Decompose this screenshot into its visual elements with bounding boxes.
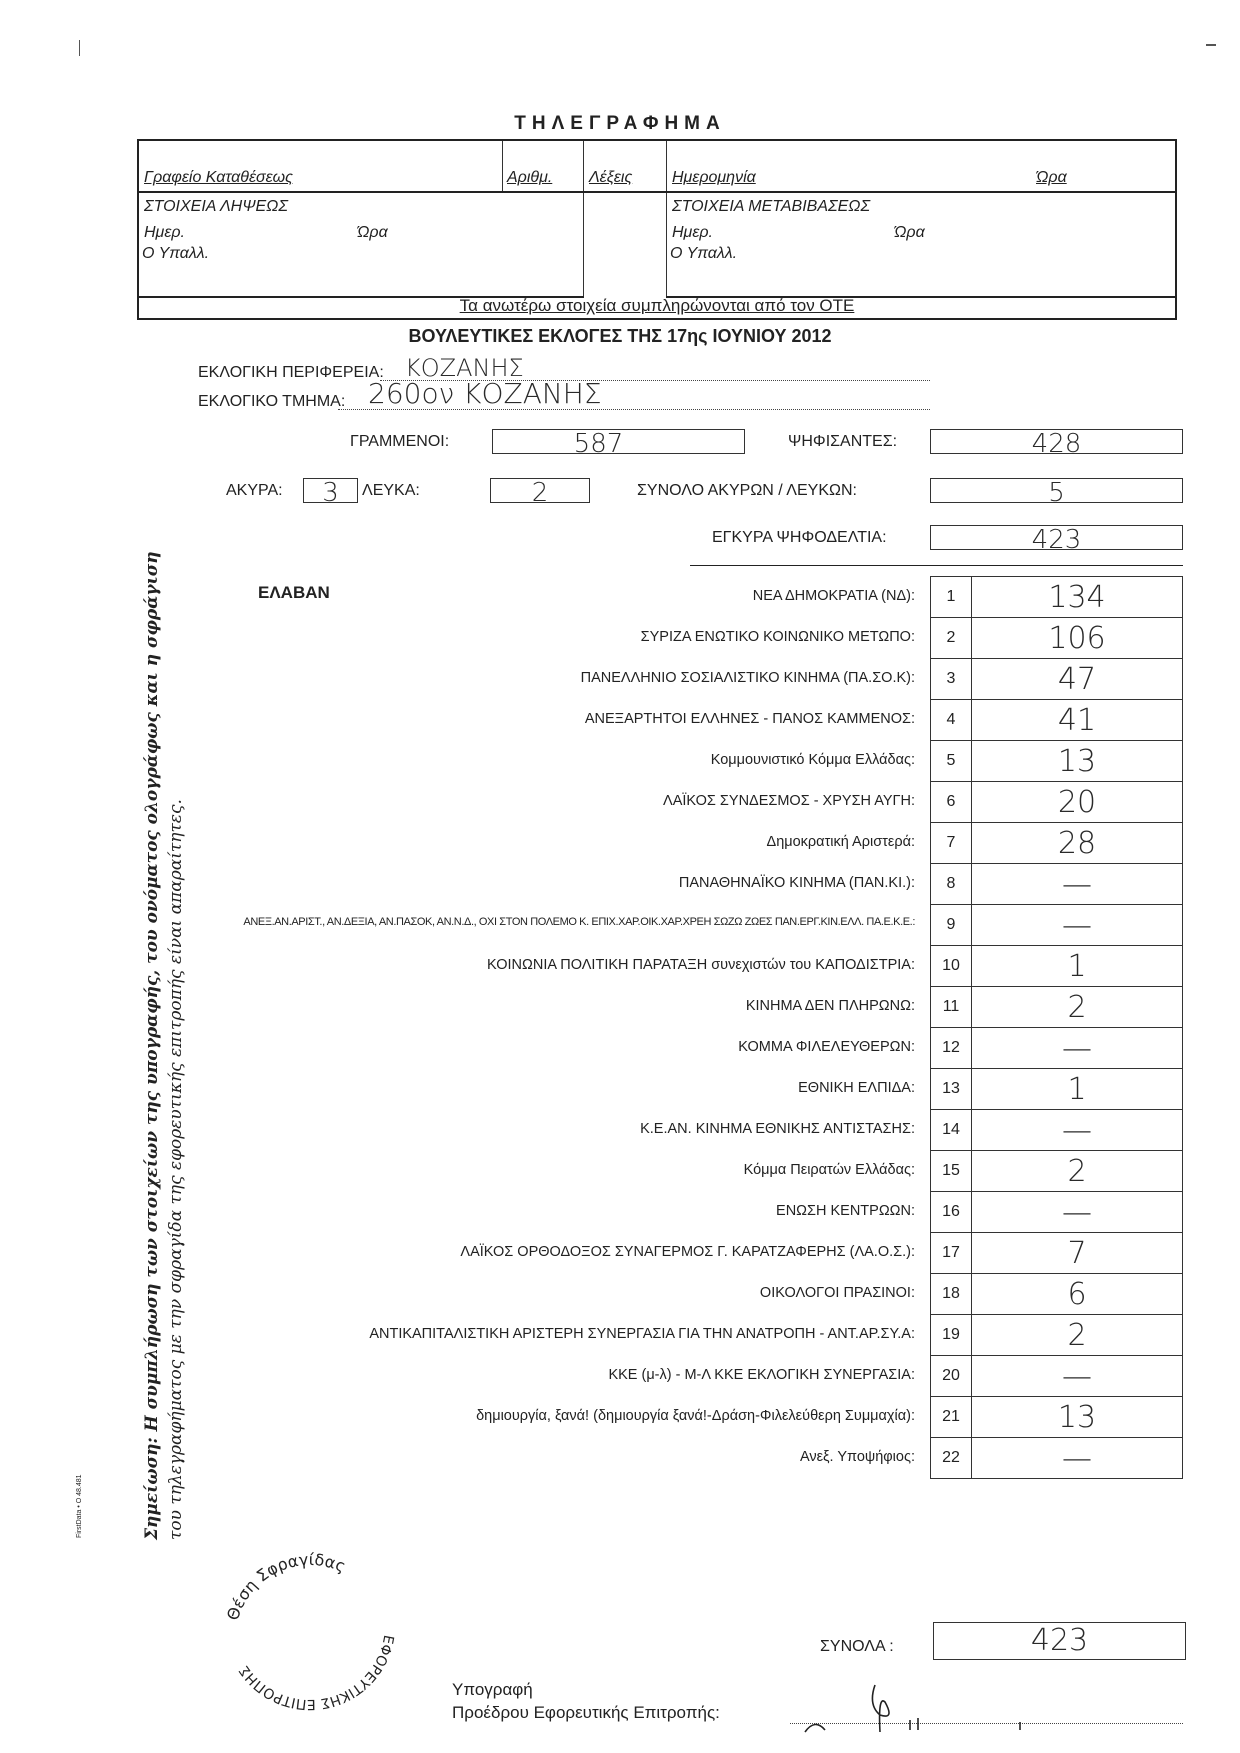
party-number: 14 [931,1110,972,1151]
party-number: 1 [931,577,972,618]
party-name: ΚΟΙΝΩΝΙΑ ΠΟΛΙΤΙΚΗ ΠΑΡΑΤΑΞΗ συνεχιστών του ΚΑΠΟΔΙΣΤΡΙΑ: [487,957,915,973]
seal-bottom-text: ΕΦΟΡΕΥΤΙΚΗΣ ΕΠΙΤΡΟΠΗΣ [236,1633,397,1713]
result-row [931,1151,1183,1192]
result-row [931,1110,1183,1151]
words-label: Λέξεις [589,169,633,186]
party-votes[interactable]: — [972,1110,1183,1151]
party-votes[interactable]: 1 [972,1069,1183,1110]
valid-value: 423 [1031,525,1082,555]
party-name: ΛΑΪΚΟΣ ΟΡΘΟΔΟΞΟΣ ΣΥΝΑΓΕΡΜΟΣ Γ. ΚΑΡΑΤΖΑΦΕΡΗΣ (ΛΑ.Ο.Σ.): [460,1244,915,1260]
party-name: Δημοκρατική Αριστερά: [766,834,915,850]
result-row [931,1397,1183,1438]
seal-top-text: Θέση Σφραγίδας [222,1549,349,1623]
ote-note-text: Τα ανωτέρω στοιχεία συμπληρώνονται από τον ΟΤΕ [459,296,855,315]
document-title: ΤΗΛΕΓΡΑΦΗΜΑ [514,113,726,134]
party-votes[interactable]: 41 [972,700,1183,741]
scan-mark [79,40,80,56]
result-row [931,987,1183,1028]
result-row [931,1356,1183,1397]
party-number: 11 [931,987,972,1028]
party-name: ΑΝΕΞΑΡΤΗΤΟΙ ΕΛΛΗΝΕΣ - ΠΑΝΟΣ ΚΑΜΜΕΝΟΣ: [584,711,915,727]
party-number: 15 [931,1151,972,1192]
party-votes[interactable]: 13 [972,741,1183,782]
transmit-date-label: Ημερ. [672,224,713,241]
invalid-field[interactable] [303,478,358,508]
results-heading: ΕΛΑΒΑΝ [258,583,330,602]
transmit-time-label: Ώρα [894,224,925,241]
party-number: 5 [931,741,972,782]
party-votes[interactable]: 2 [972,987,1183,1028]
result-row [931,741,1183,782]
separator-line [690,565,1183,566]
signature-sublabel: Προέδρου Εφορευτικής Επιτροπής: [452,1703,720,1722]
party-votes[interactable]: 6 [972,1274,1183,1315]
result-row [931,782,1183,823]
invalid-label: ΑΚΥΡΑ: [226,482,283,499]
valid-label: ΕΓΚΥΡΑ ΨΗΦΟΔΕΛΤΙΑ: [712,529,887,546]
date-label: Ημερομηνία [672,169,756,186]
party-name: ΝΕΑ ΔΗΜΟΚΡΑΤΙΑ (ΝΔ): [752,588,915,604]
party-votes[interactable]: 106 [972,618,1183,659]
region-label: ΕΚΛΟΓΙΚΗ ΠΕΡΙΦΕΡΕΙΑ: [198,364,384,381]
party-name: ΟΙΚΟΛΟΓΟΙ ΠΡΑΣΙΝΟΙ: [759,1285,915,1301]
election-title: ΒΟΥΛΕΥΤΙΚΕΣ ΕΚΛΟΓΕΣ ΤΗΣ 17ης ΙΟΥΝΙΟΥ 2012 [408,326,832,346]
registered-label: ΓΡΑΜΜΕΝΟΙ: [350,433,450,450]
divider [139,191,1175,193]
result-row [931,946,1183,987]
receipt-date-label: Ημερ. [144,224,185,241]
voted-field[interactable] [930,429,1183,459]
result-row [931,1192,1183,1233]
divider [666,141,667,298]
result-row [931,577,1183,618]
party-name: ΕΝΩΣΗ ΚΕΝΤΡΩΩΝ: [776,1203,915,1219]
blank-field[interactable] [490,478,590,508]
party-name: Κ.Ε.ΑΝ. ΚΙΝΗΜΑ ΕΘΝΙΚΗΣ ΑΝΤΙΣΤΑΣΗΣ: [640,1121,915,1137]
telegram-header-box [137,139,1177,320]
party-name: ΚΚΕ (μ-λ) - Μ-Λ ΚΚΕ ΕΚΛΟΓΙΚΗ ΣΥΝΕΡΓΑΣΙΑ: [608,1367,915,1383]
result-row [931,823,1183,864]
party-votes[interactable]: 2 [972,1151,1183,1192]
party-votes[interactable]: 134 [972,577,1183,618]
office-label: Γραφείο Καταθέσεως [144,169,293,186]
party-votes[interactable]: 7 [972,1233,1183,1274]
party-name: ΛΑΪΚΟΣ ΣΥΝΔΕΣΜΟΣ - ΧΡΥΣΗ ΑΥΓΗ: [663,793,915,809]
totals-label: ΣΥΝΟΛΑ : [820,1638,894,1655]
divider [502,141,503,193]
number-label: Αριθμ. [507,169,553,186]
party-name: Κόμμα Πειρατών Ελλάδας: [743,1162,915,1178]
result-row [931,618,1183,659]
party-name: Κομμουνιστικό Κόμμα Ελλάδας: [710,752,915,768]
receipt-time-label: Ώρα [357,224,388,241]
party-number: 17 [931,1233,972,1274]
party-votes[interactable]: 47 [972,659,1183,700]
divider [583,141,584,298]
totals-value: 423 [1030,1623,1089,1658]
invalid-blank-total-value: 5 [1048,478,1065,508]
party-number: 22 [931,1438,972,1479]
party-name: ΚΙΝΗΜΑ ΔΕΝ ΠΛΗΡΩΝΩ: [745,998,915,1014]
receipt-title: ΣΤΟΙΧΕΙΑ ΛΗΨΕΩΣ [144,198,288,215]
blank-label: ΛΕΥΚΑ: [362,482,420,499]
side-note-line1: Σημείωση: Η συμπλήρωση των στοιχείων της υπογραφής, του ονόματος ολογράφως και η σφράγιση [142,551,162,1540]
party-number: 3 [931,659,972,700]
party-name: ΑΝΤΙΚΑΠΙΤΑΛΙΣΤΙΚΗ ΑΡΙΣΤΕΡΗ ΣΥΝΕΡΓΑΣΙΑ ΓΙΑ ΤΗΝ ΑΝΑΤΡΟΠΗ - ΑΝΤ.ΑΡ.ΣΥ.Α: [369,1326,915,1342]
party-votes[interactable]: — [972,1028,1183,1069]
time-label: Ώρα [1036,169,1067,186]
party-number: 6 [931,782,972,823]
party-votes[interactable]: 13 [972,1397,1183,1438]
party-name: ΕΘΝΙΚΗ ΕΛΠΙΔΑ: [798,1080,915,1096]
result-row [931,864,1183,905]
party-number: 13 [931,1069,972,1110]
section-field[interactable] [338,377,930,410]
scan-mark [1206,44,1216,46]
invalid-blank-total-field[interactable] [930,478,1183,508]
party-votes[interactable]: 28 [972,823,1183,864]
receipt-clerk-label: Ο Υπαλλ. [142,245,210,262]
party-number: 4 [931,700,972,741]
invalid-value: 3 [322,478,339,508]
invalid-blank-total-label: ΣΥΝΟΛΟ ΑΚΥΡΩΝ / ΛΕΥΚΩΝ: [637,482,857,499]
registered-field[interactable] [492,429,745,459]
side-note-line2: του τηλεγραφήματος με την σφραγίδα της εφορευτικής επιτροπής είναι απαραίτητες. [166,799,186,1540]
party-name: ΠΑΝΑΘΗΝΑΪΚΟ ΚΙΝΗΜΑ (ΠΑΝ.ΚΙ.): [678,875,915,891]
party-name: Ανεξ. Υποψήφιος: [799,1449,915,1465]
party-name: ΣΥΡΙΖΑ ΕΝΩΤΙΚΟ ΚΟΙΝΩΝΙΚΟ ΜΕΤΩΠΟ: [640,629,915,645]
party-votes[interactable]: — [972,1438,1183,1479]
totals-field[interactable] [933,1622,1186,1660]
result-row [931,1274,1183,1315]
signature-scribble [800,1680,1100,1735]
valid-field[interactable] [930,525,1183,555]
registered-value: 587 [573,429,624,459]
result-row [931,659,1183,700]
seal-placeholder [205,1530,415,1740]
section-label: ΕΚΛΟΓΙΚΟ ΤΜΗΜΑ: [198,393,346,410]
party-number: 12 [931,1028,972,1069]
party-number: 2 [931,618,972,659]
party-name: ΑΝΕΞ.ΑΝ.ΑΡΙΣΤ., ΑΝ.ΔΕΞΙΑ, ΑΝ.ΠΑΣΟΚ, ΑΝ.Ν.Δ., ΟΧΙ ΣΤΟΝ ΠΟΛΕΜΟ Κ. ΕΠΙΧ.ΧΑΡ.ΟΙΚ.ΧΑΡ.ΧΡΕΗ ΣΩΖΩ ΖΩΕΣ ΠΑΝ.ΕΡΓ.ΚΙΝ.ΕΛΛ. ΠΑ.Ε.Κ.Ε.: [243,916,915,928]
party-votes[interactable]: 2 [972,1315,1183,1356]
signature-label: Υπογραφή [452,1680,533,1699]
voted-value: 428 [1031,429,1082,459]
party-number: 8 [931,864,972,905]
result-row [931,1233,1183,1274]
result-row [931,1315,1183,1356]
party-number: 16 [931,1192,972,1233]
result-row [931,1069,1183,1110]
party-votes[interactable]: 1 [972,946,1183,987]
party-number: 10 [931,946,972,987]
result-row [931,905,1183,946]
party-number: 20 [931,1356,972,1397]
party-votes[interactable]: — [972,1192,1183,1233]
party-votes[interactable]: — [972,1356,1183,1397]
party-votes[interactable]: — [972,905,1183,946]
party-number: 7 [931,823,972,864]
transmit-clerk-label: Ο Υπαλλ. [670,245,738,262]
transmit-title: ΣΤΟΙΧΕΙΑ ΜΕΤΑΒΙΒΑΣΕΩΣ [672,198,871,215]
party-votes[interactable]: 20 [972,782,1183,823]
party-name: ΚΟΜΜΑ ΦΙΛΕΛΕΥΘΕΡΩΝ: [738,1039,915,1055]
result-row [931,1028,1183,1069]
voted-label: ΨΗΦΙΣΑΝΤΕΣ: [788,433,898,450]
party-votes[interactable]: — [972,864,1183,905]
party-number: 19 [931,1315,972,1356]
result-row [931,1438,1183,1479]
party-number: 18 [931,1274,972,1315]
printer-mark: FirstData • Ο 48.481 [76,1474,83,1538]
party-name: δημιουργία, ξανά! (δημιουργία ξανά!-Δράση-Φιλελεύθερη Συμμαχία): [476,1408,915,1424]
party-number: 9 [931,905,972,946]
results-table [930,576,1183,1479]
party-number: 21 [931,1397,972,1438]
region-value: ΚΟΖΑΝΗΣ [405,354,524,382]
ote-note [137,296,1177,316]
party-name: ΠΑΝΕΛΛΗΝΙΟ ΣΟΣΙΑΛΙΣΤΙΚΟ ΚΙΝΗΜΑ (ΠΑ.ΣΟ.Κ): [580,670,915,686]
side-note [140,551,188,1540]
blank-value: 2 [531,478,549,508]
result-row [931,700,1183,741]
section-value: 260ον ΚΟΖΑΝΗΣ [368,377,602,410]
